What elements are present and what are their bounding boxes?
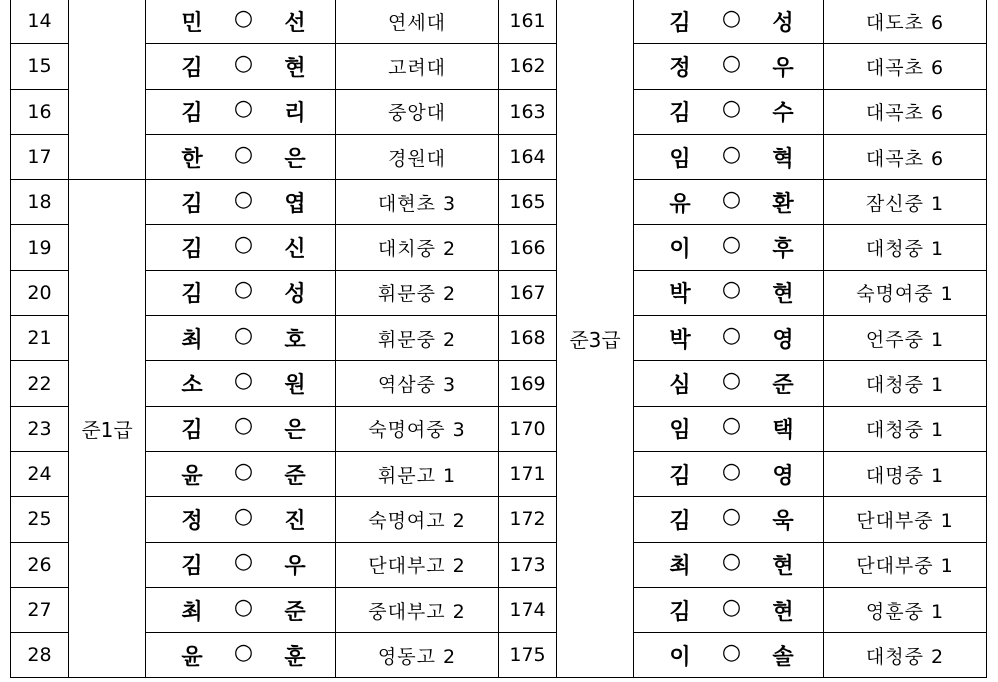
school-name: 대청중 1	[824, 406, 987, 451]
name-char: 우	[772, 55, 794, 81]
entry-number: 16	[11, 89, 69, 134]
table-row	[11, 134, 987, 179]
name-char: 은	[284, 146, 306, 172]
masked-char: ○	[721, 141, 742, 167]
student-name	[146, 451, 336, 496]
name-char: 영	[772, 463, 794, 489]
entry-number: 161	[499, 0, 557, 44]
student-name	[146, 0, 336, 44]
name-char: 엽	[284, 191, 306, 217]
school-name: 고려대	[336, 44, 499, 89]
school-name: 영동고 2	[336, 633, 499, 678]
name-char: 김	[669, 508, 691, 534]
name-char: 김	[181, 282, 203, 308]
school-name: 단대부고 2	[336, 542, 499, 587]
name-char: 김	[181, 101, 203, 127]
school-name: 잠신중 1	[824, 180, 987, 225]
table-row	[11, 44, 987, 89]
entry-number: 15	[11, 44, 69, 89]
masked-char: ○	[721, 186, 742, 212]
grade-blank	[69, 0, 146, 180]
student-name	[634, 587, 824, 632]
entry-number: 166	[499, 225, 557, 270]
entry-number: 19	[11, 225, 69, 270]
name-char: 김	[181, 191, 203, 217]
grade-label: 준3급	[557, 0, 634, 678]
name-char: 김	[669, 599, 691, 625]
entry-number: 23	[11, 406, 69, 451]
entry-number: 26	[11, 542, 69, 587]
name-char: 소	[181, 373, 203, 399]
table-row	[11, 225, 987, 270]
school-name: 영훈중 1	[824, 587, 987, 632]
school-name: 숙명여고 2	[336, 497, 499, 542]
table-row	[11, 587, 987, 632]
masked-char: ○	[721, 5, 742, 31]
table-row	[11, 180, 987, 225]
masked-char: ○	[233, 639, 254, 665]
school-name: 휘문중 2	[336, 270, 499, 315]
student-name	[634, 180, 824, 225]
name-char: 민	[181, 10, 203, 36]
entry-number: 175	[499, 633, 557, 678]
name-char: 솔	[772, 644, 794, 670]
name-char: 후	[772, 237, 794, 263]
student-name	[634, 44, 824, 89]
masked-char: ○	[721, 549, 742, 575]
school-name: 대명중 1	[824, 451, 987, 496]
name-char: 욱	[772, 508, 794, 534]
entry-number: 167	[499, 270, 557, 315]
entry-number: 17	[11, 134, 69, 179]
name-char: 영	[772, 327, 794, 353]
entry-number: 163	[499, 89, 557, 134]
name-char: 성	[284, 282, 306, 308]
grade-label: 준1급	[69, 180, 146, 678]
name-char: 신	[284, 237, 306, 263]
table-row	[11, 497, 987, 542]
masked-char: ○	[233, 594, 254, 620]
entry-number: 162	[499, 44, 557, 89]
masked-char: ○	[721, 594, 742, 620]
table-row	[11, 542, 987, 587]
school-name: 역삼중 3	[336, 361, 499, 406]
student-name	[146, 89, 336, 134]
school-name: 대청중 1	[824, 361, 987, 406]
name-char: 현	[772, 282, 794, 308]
student-name	[146, 270, 336, 315]
name-char: 혁	[772, 146, 794, 172]
name-char: 한	[181, 146, 203, 172]
entry-number: 27	[11, 587, 69, 632]
student-name	[146, 44, 336, 89]
name-char: 김	[181, 237, 203, 263]
name-char: 은	[284, 418, 306, 444]
masked-char: ○	[233, 458, 254, 484]
entry-number: 24	[11, 451, 69, 496]
name-char: 준	[772, 373, 794, 399]
school-name: 숙명여중 1	[824, 270, 987, 315]
student-name	[634, 0, 824, 44]
name-char: 이	[669, 644, 691, 670]
table-row	[11, 89, 987, 134]
student-name	[146, 180, 336, 225]
student-name	[146, 361, 336, 406]
name-char: 임	[669, 146, 691, 172]
name-char: 김	[181, 554, 203, 580]
student-name	[634, 316, 824, 361]
roster-body	[11, 0, 987, 678]
school-name: 경원대	[336, 134, 499, 179]
name-char: 훈	[284, 644, 306, 670]
name-char: 최	[181, 599, 203, 625]
name-char: 현	[772, 599, 794, 625]
student-name	[634, 89, 824, 134]
name-char: 준	[284, 599, 306, 625]
student-name	[146, 316, 336, 361]
table-row	[11, 406, 987, 451]
name-char: 임	[669, 418, 691, 444]
masked-char: ○	[721, 96, 742, 122]
table-row	[11, 451, 987, 496]
name-char: 유	[669, 191, 691, 217]
school-name: 중앙대	[336, 89, 499, 134]
name-char: 정	[669, 55, 691, 81]
masked-char: ○	[233, 141, 254, 167]
name-char: 김	[181, 55, 203, 81]
name-char: 심	[669, 373, 691, 399]
table-row	[11, 361, 987, 406]
school-name: 대청중 2	[824, 633, 987, 678]
student-name	[146, 134, 336, 179]
school-name: 언주중 1	[824, 316, 987, 361]
masked-char: ○	[721, 503, 742, 529]
masked-char: ○	[721, 368, 742, 394]
student-name	[634, 134, 824, 179]
name-char: 박	[669, 282, 691, 308]
name-char: 환	[772, 191, 794, 217]
student-name	[146, 225, 336, 270]
table-row	[11, 316, 987, 361]
entry-number: 14	[11, 0, 69, 44]
school-name: 단대부중 1	[824, 542, 987, 587]
masked-char: ○	[233, 5, 254, 31]
school-name: 숙명여중 3	[336, 406, 499, 451]
name-char: 현	[284, 55, 306, 81]
masked-char: ○	[233, 277, 254, 303]
entry-number: 21	[11, 316, 69, 361]
school-name: 대치중 2	[336, 225, 499, 270]
masked-char: ○	[233, 503, 254, 529]
name-char: 최	[181, 327, 203, 353]
name-char: 박	[669, 327, 691, 353]
name-char: 김	[669, 10, 691, 36]
masked-char: ○	[721, 639, 742, 665]
masked-char: ○	[233, 96, 254, 122]
masked-char: ○	[721, 50, 742, 76]
school-name: 휘문중 2	[336, 316, 499, 361]
entry-number: 25	[11, 497, 69, 542]
name-char: 김	[669, 463, 691, 489]
student-name	[634, 542, 824, 587]
masked-char: ○	[233, 50, 254, 76]
name-char: 리	[284, 101, 306, 127]
student-name	[634, 633, 824, 678]
name-char: 김	[181, 418, 203, 444]
name-char: 호	[284, 327, 306, 353]
student-name	[634, 270, 824, 315]
name-char: 김	[669, 101, 691, 127]
entry-number: 165	[499, 180, 557, 225]
entry-number: 170	[499, 406, 557, 451]
masked-char: ○	[233, 549, 254, 575]
school-name: 대곡초 6	[824, 44, 987, 89]
masked-char: ○	[721, 413, 742, 439]
school-name: 대도초 6	[824, 0, 987, 44]
student-name	[634, 451, 824, 496]
name-char: 최	[669, 554, 691, 580]
name-char: 택	[772, 418, 794, 444]
student-name	[146, 542, 336, 587]
entry-number: 28	[11, 633, 69, 678]
masked-char: ○	[233, 368, 254, 394]
masked-char: ○	[721, 232, 742, 258]
entry-number: 169	[499, 361, 557, 406]
student-name	[634, 406, 824, 451]
name-char: 현	[772, 554, 794, 580]
student-name	[146, 633, 336, 678]
student-name	[634, 361, 824, 406]
masked-char: ○	[721, 458, 742, 484]
name-char: 진	[284, 508, 306, 534]
masked-char: ○	[233, 413, 254, 439]
entry-number: 173	[499, 542, 557, 587]
entry-number: 171	[499, 451, 557, 496]
school-name: 대현초 3	[336, 180, 499, 225]
roster-table	[10, 0, 987, 678]
table-row	[11, 633, 987, 678]
school-name: 대청중 1	[824, 225, 987, 270]
table-row	[11, 270, 987, 315]
school-name: 단대부중 1	[824, 497, 987, 542]
table-row	[11, 0, 987, 44]
student-name	[634, 225, 824, 270]
name-char: 윤	[181, 644, 203, 670]
entry-number: 172	[499, 497, 557, 542]
masked-char: ○	[233, 232, 254, 258]
student-name	[146, 406, 336, 451]
student-name	[146, 497, 336, 542]
masked-char: ○	[721, 322, 742, 348]
entry-number: 20	[11, 270, 69, 315]
name-char: 정	[181, 508, 203, 534]
school-name: 대곡초 6	[824, 89, 987, 134]
masked-char: ○	[233, 186, 254, 212]
name-char: 성	[772, 10, 794, 36]
entry-number: 168	[499, 316, 557, 361]
school-name: 중대부고 2	[336, 587, 499, 632]
student-name	[634, 497, 824, 542]
entry-number: 18	[11, 180, 69, 225]
name-char: 윤	[181, 463, 203, 489]
name-char: 준	[284, 463, 306, 489]
name-char: 수	[772, 101, 794, 127]
school-name: 대곡초 6	[824, 134, 987, 179]
entry-number: 174	[499, 587, 557, 632]
student-name	[146, 587, 336, 632]
name-char: 이	[669, 237, 691, 263]
entry-number: 164	[499, 134, 557, 179]
school-name: 휘문고 1	[336, 451, 499, 496]
name-char: 선	[284, 10, 306, 36]
masked-char: ○	[233, 322, 254, 348]
name-char: 우	[284, 554, 306, 580]
entry-number: 22	[11, 361, 69, 406]
school-name: 연세대	[336, 0, 499, 44]
name-char: 원	[284, 373, 306, 399]
masked-char: ○	[721, 277, 742, 303]
